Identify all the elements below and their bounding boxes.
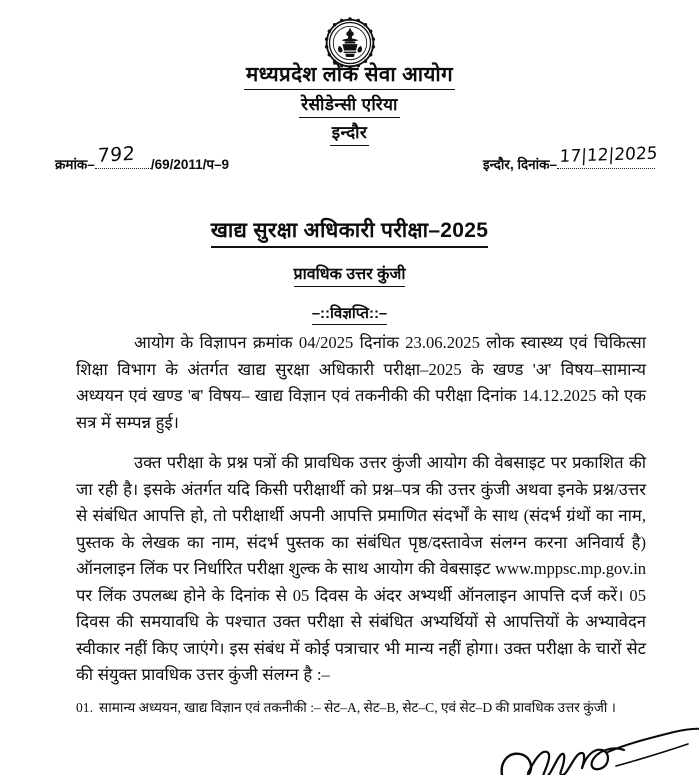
handwritten-signature-icon [498,726,699,775]
reference-label: क्रमांक– [55,157,95,172]
paragraph-exam-details: आयोग के विज्ञापन क्रमांक 04/2025 दिनांक 23.06.2025 लोक स्वास्थ्य एवं चिकित्सा शिक्षा विभाग के अंतर्गत खाद्य सुरक्षा अधिकारी परीक्षा–2025 के खण्ड 'अ' विषय–सामान्य अध्ययन एवं खण्ड 'ब' विषय– खाद्य विज्ञान एवं तकनीकी की परीक्षा दिनांक 14.12.2025 को एक सत्र में सम्पन्न हुई। [76,333,646,432]
reference-suffix: /69/2011/प–9 [150,157,230,172]
document-body [76,330,646,689]
organisation-name: मध्यप्रदेश लोक सेवा आयोग [0,62,699,90]
page-title: खाद्य सुरक्षा अधिकारी परीक्षा–2025 [0,216,699,248]
annexure-list [76,697,646,719]
paragraph-objection-part1: उक्त परीक्षा के प्रश्न पत्रों की प्रावधिक उत्तर कुंजी आयोग की वेबसाइट पर प्रकाशित की जा रही है। इसके अंतर्गत यदि किसी परीक्षार्थी को प्रश्न–पत्र की उत्तर कुंजी अथवा इनके प्रश्न/उत्तर से संबंधित आपत्ति हो, तो परीक्षार्थी अपनी आपत्ति प्रमाणित संदर्भों के साथ (संदर्भ ग्रंथों का नाम, पुस्तक के लेखक का नाम, संदर्भ पुस्तक का संबंधित पृष्ठ/दस्तावेज संलग्न करना अनिवार्य है) ऑनलाइन लिंक पर निर्धारित परीक्षा शुल्क के साथ आयोग की वेबसाइट [76,453,646,578]
paragraph-objection-process [76,450,646,689]
organisation-area: रेसीडेन्सी एरिया [0,94,699,118]
date-handwriting: 17|12|2025 [559,143,658,167]
reference-number-handwriting: 792 [96,142,136,167]
reference-number-field [95,142,151,169]
dateline-label: इन्दौर, दिनांक– [482,157,557,172]
list-item-number: 01. [76,700,93,715]
letterhead [0,62,699,146]
page-subtitle: प्रावधिक उत्तर कुंजी [0,262,699,287]
reference-date-row [55,142,658,185]
commission-website-link[interactable]: www.mppsc.mp.gov.in [495,559,646,578]
notice-heading: –::विज्ञप्ति::– [0,303,699,325]
reference-number [55,142,230,173]
dateline [482,143,658,173]
date-field [557,143,658,169]
paragraph-objection-part2: पर लिंक उपलब्ध होने के दिनांक से 05 दिवस के अंदर अभ्यर्थी ऑनलाइन आपत्ति दर्ज करें। 05 दिवस की समयावधि के पश्चात उक्त परीक्षा से संबंधित अभ्यर्थियों से आपत्तियों के अभ्यावेदन स्वीकार नहीं किए जाएंगे। इस संबंध में कोई पत्राचार भी मान्य नहीं होगा। उक्त परीक्षा के चारों सेट की संयुक्त प्रावधिक उत्तर कुंजी संलग्न है :– [76,585,646,684]
organisation-city: इन्दौर [0,122,699,146]
list-item-label: सामान्य अध्ययन, खाद्य विज्ञान एवं तकनीकी :– सेट–A, सेट–B, सेट–C, एवं सेट–D की प्रावधिक उत्तर कुंजी । [99,700,616,715]
list-item [76,697,646,719]
